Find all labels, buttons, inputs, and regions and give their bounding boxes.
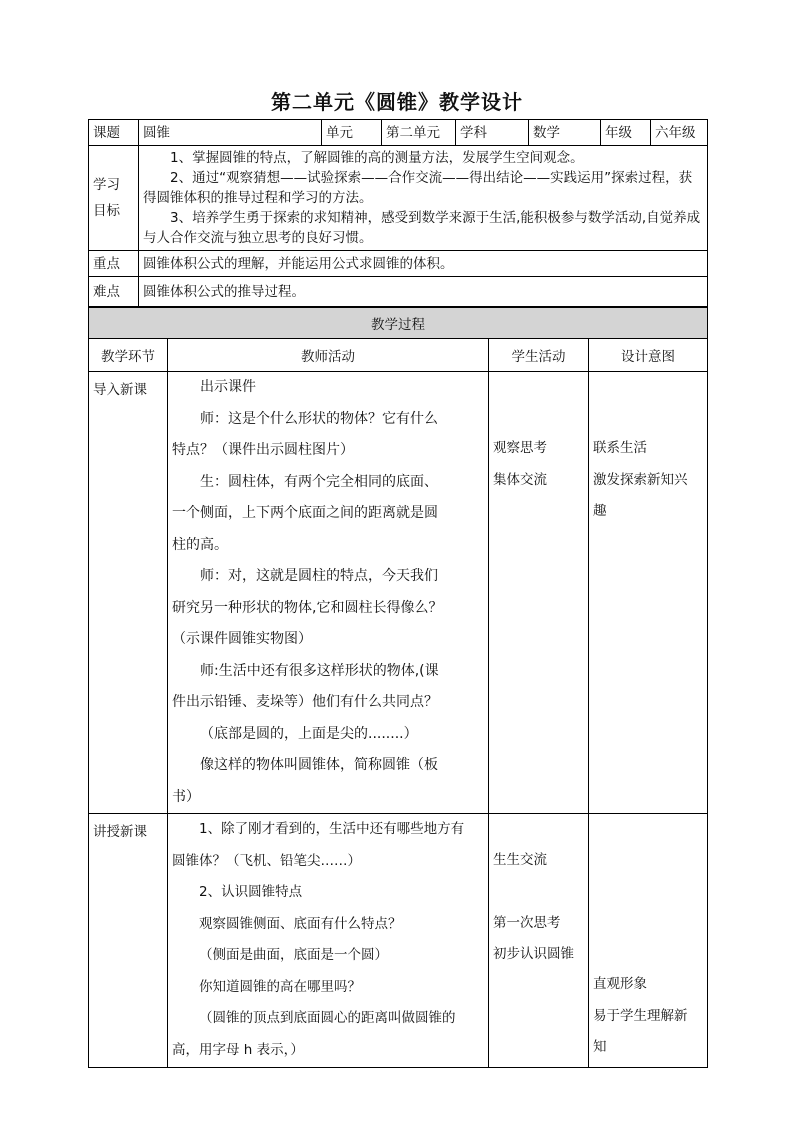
new-lesson-row bbox=[89, 814, 708, 1068]
key-point-row bbox=[89, 251, 708, 277]
objectives-content bbox=[139, 146, 708, 251]
column-teacher: 教师活动 bbox=[168, 339, 489, 372]
intro-stage: 导入新课 bbox=[89, 372, 168, 814]
key-point-label: 重点 bbox=[89, 251, 139, 277]
new-lesson-student-activity: 生生交流 第一次思考 初步认识圆锥 bbox=[489, 814, 589, 1068]
process-header: 教学过程 bbox=[89, 308, 708, 339]
column-student: 学生活动 bbox=[489, 339, 589, 372]
unit-value: 第二单元 bbox=[382, 120, 456, 146]
grade-label: 年级 bbox=[601, 120, 651, 146]
objectives-label: 学习 目标 bbox=[89, 146, 139, 251]
grade-value: 六年级 bbox=[651, 120, 708, 146]
info-row bbox=[89, 120, 708, 146]
intro-row bbox=[89, 372, 708, 814]
objective-item: 2、通过“观察猜想——试验探索——合作交流——得出结论——实践运用”探索过程，获得圆锥体积的推导过程和学习的方法。 bbox=[143, 170, 693, 206]
subject-label: 学科 bbox=[456, 120, 529, 146]
subject-value: 数学 bbox=[529, 120, 601, 146]
process-header-row bbox=[89, 308, 708, 339]
objective-item: 3、培养学生勇于探索的求知精神，感受到数学来源于生活,能积极参与数学活动,自觉养成与人合作交流与独立思考的良好习惯。 bbox=[143, 210, 701, 246]
process-columns-row bbox=[89, 339, 708, 372]
document-title: 第二单元《圆锥》教学设计 bbox=[271, 90, 523, 114]
topic-value: 圆锥 bbox=[139, 120, 322, 146]
intro-design-intent: 联系生活 激发探索新知兴 趣 bbox=[589, 372, 708, 814]
key-point-text: 圆锥体积公式的理解，并能运用公式求圆锥的体积。 bbox=[139, 251, 708, 277]
new-lesson-design-intent: 直观形象 易于学生理解新 知 bbox=[589, 814, 708, 1068]
difficulty-row bbox=[89, 277, 708, 307]
objectives-row bbox=[89, 146, 708, 251]
difficulty-text: 圆锥体积公式的推导过程。 bbox=[139, 277, 708, 307]
column-stage: 教学环节 bbox=[89, 339, 168, 372]
intro-student-activity: 观察思考 集体交流 bbox=[489, 372, 589, 814]
difficulty-label: 难点 bbox=[89, 277, 139, 307]
new-lesson-stage: 讲授新课 bbox=[89, 814, 168, 1068]
info-table bbox=[88, 119, 708, 307]
objective-item: 1、掌握圆锥的特点，了解圆锥的高的测量方法，发展学生空间观念。 bbox=[170, 150, 584, 166]
new-lesson-teacher-activity: 1、除了刚才看到的，生活中还有哪些地方有 圆锥体？（飞机、铅笔尖……） 2、认识圆锥特点 观察圆锥侧面、底面有什么特点？ （侧面是曲面，底面是一个圆） 你知道圆锥的高在哪里吗？ （圆锥的顶点到底面圆心的距离叫做圆锥的 高，用字母 h 表示，） bbox=[168, 814, 489, 1068]
column-intent: 设计意图 bbox=[589, 339, 708, 372]
process-table bbox=[88, 307, 708, 1068]
intro-teacher-activity: 出示课件 师：这是个什么形状的物体？它有什么 特点？（课件出示圆柱图片） 生：圆柱体，有两个完全相同的底面、 一个侧面，上下两个底面之间的距离就是圆 柱的高。 师：对，这就是圆柱的特点，今天我们 研究另一种形状的物体,它和圆柱长得像么？ （示课件圆锥实物图） 师:生活中还有很多这样形状的物体,(课 件出示铅锤、麦垛等）他们有什么共同点？ （底部是圆的，上面是尖的........） 像这样的物体叫圆锥体，简称圆锥（板 书） bbox=[168, 372, 489, 814]
topic-label: 课题 bbox=[89, 120, 139, 146]
unit-label: 单元 bbox=[322, 120, 382, 146]
